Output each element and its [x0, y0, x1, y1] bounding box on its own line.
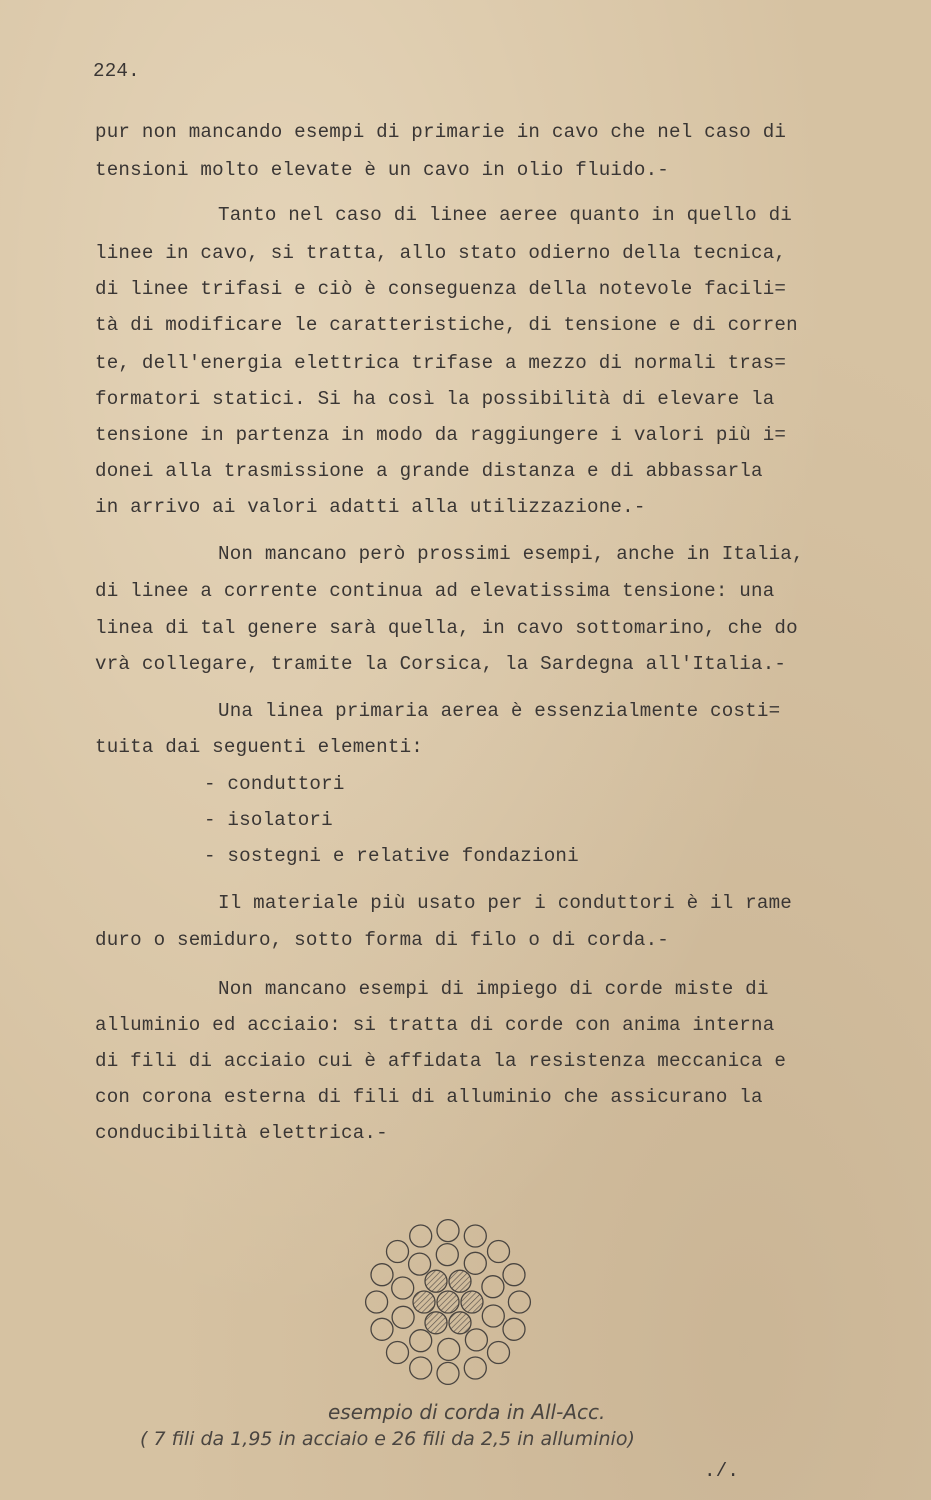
aluminium-wire	[410, 1330, 432, 1352]
aluminium-wire	[488, 1241, 510, 1263]
steel-wire	[437, 1291, 459, 1313]
steel-wire	[461, 1291, 483, 1313]
text-line: tensioni molto elevate è un cavo in olio fluido.-	[95, 159, 670, 181]
aluminium-wire	[409, 1253, 431, 1275]
text-line: tuita dai seguenti elementi:	[95, 736, 424, 758]
conductor-cross-section-figure	[358, 1212, 538, 1392]
text-line: tà di modificare le caratteristiche, di tensione e di corren	[95, 314, 798, 336]
text-line: pur non mancando esempi di primarie in cavo che nel caso di	[95, 121, 787, 143]
aluminium-wire	[464, 1225, 486, 1247]
aluminium-wire	[410, 1357, 432, 1379]
text-line: Il materiale più usato per i conduttori è il rame	[218, 892, 793, 914]
aluminium-wire	[464, 1357, 486, 1379]
continuation-mark: ./.	[704, 1460, 740, 1482]
steel-wire	[425, 1312, 447, 1334]
steel-wire	[425, 1270, 447, 1292]
text-line: di linee a corrente continua ad elevatissima tensione: una	[95, 580, 775, 602]
steel-wire	[449, 1312, 471, 1334]
text-line: te, dell'energia elettrica trifase a mezzo di normali tras=	[95, 352, 787, 374]
aluminium-wire	[488, 1342, 510, 1364]
figure-caption-1: esempio di corda in All-Acc.	[328, 1400, 606, 1424]
aluminium-wire	[437, 1362, 459, 1384]
aluminium-wire	[366, 1291, 388, 1313]
text-line: Non mancano però prossimi esempi, anche in Italia,	[218, 543, 804, 565]
text-line: conducibilità elettrica.-	[95, 1122, 388, 1144]
list-item: - conduttori	[204, 773, 345, 795]
text-line: Tanto nel caso di linee aeree quanto in quello di	[218, 204, 793, 226]
page-number: 224.	[93, 60, 140, 82]
text-line: di linee trifasi e ciò è conseguenza della notevole facili=	[95, 278, 787, 300]
aluminium-wire	[508, 1291, 530, 1313]
text-line: linee in cavo, si tratta, allo stato odierno della tecnica,	[95, 242, 787, 264]
aluminium-wire	[387, 1241, 409, 1263]
text-line: con corona esterna di fili di alluminio che assicurano la	[95, 1086, 763, 1108]
text-line: linea di tal genere sarà quella, in cavo sottomarino, che do	[95, 617, 798, 639]
text-line: Non mancano esempi di impiego di corde miste di	[218, 978, 769, 1000]
aluminium-wire	[438, 1338, 460, 1360]
aluminium-wire	[482, 1276, 504, 1298]
text-line: tensione in partenza in modo da raggiungere i valori più i=	[95, 424, 787, 446]
text-line: alluminio ed acciaio: si tratta di corde con anima interna	[95, 1014, 775, 1036]
figure-caption-2: ( 7 fili da 1,95 in acciaio e 26 fili da 2,5 in alluminio)	[140, 1428, 635, 1450]
aluminium-wire	[392, 1277, 414, 1299]
aluminium-wire	[437, 1220, 459, 1242]
aluminium-wire	[371, 1264, 393, 1286]
text-line: donei alla trasmissione a grande distanza e di abbassarla	[95, 460, 763, 482]
aluminium-wire	[387, 1342, 409, 1364]
list-item: - isolatori	[204, 809, 333, 831]
aluminium-wire	[436, 1244, 458, 1266]
text-line: Una linea primaria aerea è essenzialmente costi=	[218, 700, 781, 722]
text-line: in arrivo ai valori adatti alla utilizzazione.-	[95, 496, 646, 518]
aluminium-wire	[482, 1305, 504, 1327]
text-line: vrà collegare, tramite la Corsica, la Sardegna all'Italia.-	[95, 653, 787, 675]
aluminium-wire	[464, 1252, 486, 1274]
steel-wire	[449, 1270, 471, 1292]
steel-wire	[413, 1291, 435, 1313]
aluminium-wire	[392, 1306, 414, 1328]
text-line: duro o semiduro, sotto forma di filo o di corda.-	[95, 929, 670, 951]
aluminium-wire	[503, 1264, 525, 1286]
text-line: formatori statici. Si ha così la possibilità di elevare la	[95, 388, 775, 410]
aluminium-wire	[465, 1329, 487, 1351]
aluminium-wire	[410, 1225, 432, 1247]
aluminium-wire	[503, 1318, 525, 1340]
text-line: di fili di acciaio cui è affidata la resistenza meccanica e	[95, 1050, 787, 1072]
aluminium-wire	[371, 1318, 393, 1340]
list-item: - sostegni e relative fondazioni	[204, 845, 579, 867]
